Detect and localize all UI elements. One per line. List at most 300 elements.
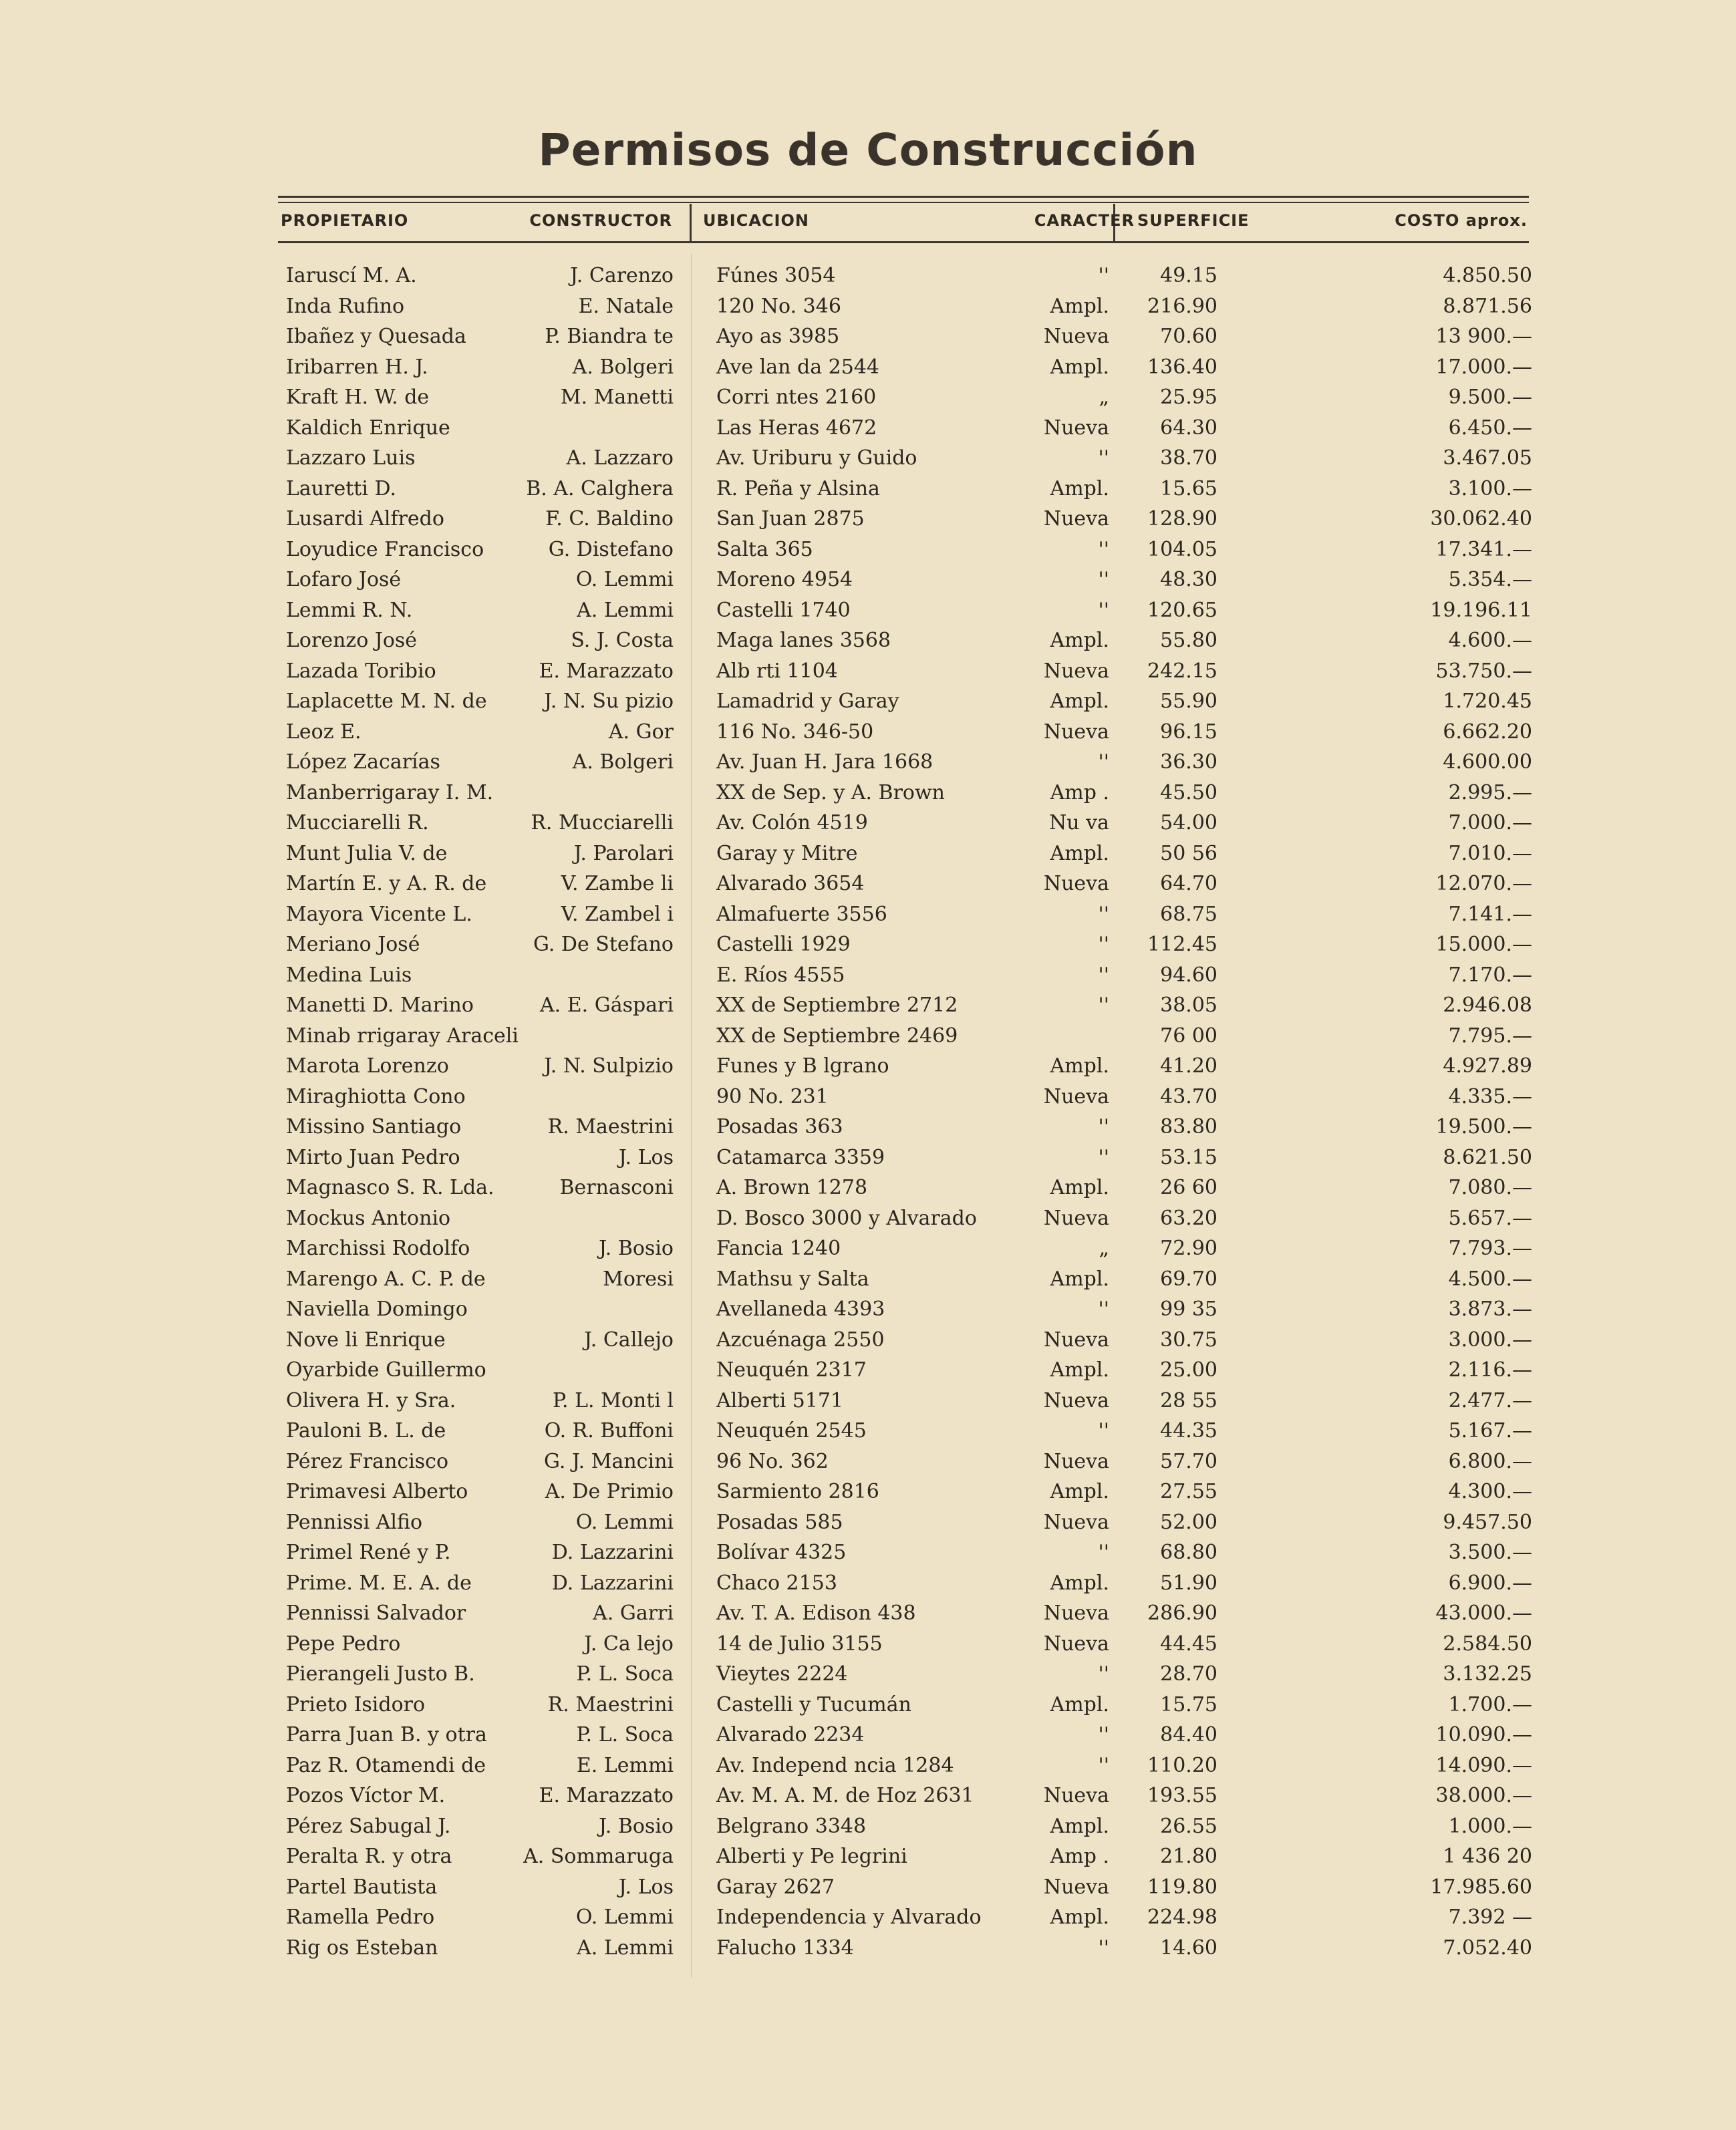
constructor-cell: P. L. Soca	[576, 1723, 674, 1746]
costo-cell: 5.657.—	[1448, 1206, 1532, 1230]
constructor-cell: A. Bolgeri	[572, 750, 674, 774]
ubicacion-cell: 120 No. 346	[716, 294, 841, 318]
superficie-cell: 76 00	[1160, 1024, 1217, 1048]
costo-cell: 4.600.00	[1443, 750, 1532, 774]
constructor-cell: J. Los	[618, 1875, 674, 1899]
costo-cell: 7.141.—	[1448, 902, 1532, 926]
caracter-cell: Nueva	[1043, 1510, 1109, 1534]
caracter-cell: Nueva	[1043, 1388, 1109, 1412]
caracter-cell: ''	[1098, 1936, 1109, 1960]
propietario-cell: Ibañez y Quesada	[286, 325, 466, 348]
caracter-cell: Nueva	[1043, 1875, 1109, 1899]
header-propietario: PROPIETARIO	[281, 211, 409, 230]
constructor-cell: B. A. Calghera	[526, 476, 674, 500]
ubicacion-cell: 96 No. 362	[716, 1449, 829, 1473]
constructor-cell: Bernasconi	[559, 1176, 674, 1199]
ubicacion-cell: Lamadrid y Garay	[716, 690, 899, 713]
caracter-cell: „	[1099, 386, 1109, 409]
constructor-cell: G. Distefano	[548, 537, 674, 561]
propietario-cell: Iaruscí M. A.	[286, 264, 417, 287]
ubicacion-cell: Garay y Mitre	[716, 841, 858, 865]
propietario-cell: Pérez Sabugal J.	[286, 1814, 451, 1838]
ubicacion-cell: Alb rti 1104	[716, 659, 838, 683]
ubicacion-cell: Ayo as 3985	[716, 325, 840, 348]
superficie-cell: 28 55	[1160, 1388, 1217, 1412]
costo-cell: 8.871.56	[1443, 294, 1532, 318]
superficie-cell: 50 56	[1160, 841, 1217, 865]
propietario-cell: Pepe Pedro	[286, 1632, 401, 1656]
caracter-cell: ''	[1098, 933, 1109, 956]
propietario-cell: Pennissi Salvador	[286, 1602, 466, 1625]
superficie-cell: 128.90	[1147, 507, 1217, 530]
table-row	[0, 1264, 1736, 1295]
superficie-cell: 68.75	[1160, 902, 1217, 926]
propietario-cell: Primel René y P.	[286, 1541, 451, 1564]
ubicacion-cell: Moreno 4954	[716, 568, 853, 591]
propietario-cell: Munt Julia V. de	[286, 841, 448, 865]
superficie-cell: 55.90	[1160, 690, 1217, 713]
ubicacion-cell: Neuquén 2545	[716, 1419, 867, 1442]
superficie-cell: 120.65	[1147, 598, 1217, 622]
caracter-cell: Ampl.	[1050, 1692, 1109, 1716]
ubicacion-cell: Sarmiento 2816	[716, 1480, 879, 1503]
costo-cell: 9.500.—	[1448, 386, 1532, 409]
table-row	[0, 747, 1736, 778]
propietario-cell: Prieto Isidoro	[286, 1692, 426, 1716]
constructor-cell: J. Parolari	[573, 841, 674, 865]
constructor-cell: J. Callejo	[584, 1328, 674, 1352]
header-constructor: CONSTRUCTOR	[529, 211, 672, 230]
caracter-cell: ''	[1098, 1541, 1109, 1564]
propietario-cell: Ramella Pedro	[286, 1906, 435, 1929]
costo-cell: 2.946.08	[1443, 994, 1532, 1017]
ubicacion-cell: Av. Juan H. Jara 1668	[716, 750, 933, 774]
table-row	[0, 1386, 1736, 1416]
costo-cell: 12.070.—	[1435, 872, 1532, 895]
costo-cell: 14.090.—	[1435, 1753, 1532, 1777]
ubicacion-cell: Catamarca 3359	[716, 1145, 885, 1169]
caracter-cell: Ampl.	[1050, 841, 1109, 865]
propietario-cell: Naviella Domingo	[286, 1298, 468, 1321]
superficie-cell: 30.75	[1160, 1328, 1217, 1352]
table-row	[0, 474, 1736, 504]
caracter-cell: ''	[1098, 1662, 1109, 1686]
table-row	[0, 1294, 1736, 1325]
superficie-cell: 83.80	[1160, 1115, 1217, 1138]
caracter-cell: Ampl.	[1050, 1571, 1109, 1595]
propietario-cell: Manetti D. Marino	[286, 994, 474, 1017]
table-row	[0, 1507, 1736, 1538]
caracter-cell: Nueva	[1043, 325, 1109, 348]
caracter-cell: Nueva	[1043, 1084, 1109, 1108]
costo-cell: 3.132.25	[1443, 1662, 1532, 1686]
ubicacion-cell: Ave lan da 2544	[716, 355, 879, 379]
table-row	[0, 1720, 1736, 1751]
ubicacion-cell: Avellaneda 4393	[716, 1298, 885, 1321]
table-row	[0, 869, 1736, 899]
costo-cell: 2.584.50	[1443, 1632, 1532, 1656]
propietario-cell: Mucciarelli R.	[286, 811, 429, 834]
caracter-cell: Ampl.	[1050, 1358, 1109, 1382]
table-row	[0, 1781, 1736, 1811]
table-row	[0, 1051, 1736, 1082]
table-row	[0, 1751, 1736, 1781]
constructor-cell: A. De Primio	[545, 1480, 674, 1503]
header-caracter: CARACTER	[1034, 211, 1135, 230]
costo-cell: 7.000.—	[1448, 811, 1532, 834]
superficie-cell: 41.20	[1160, 1054, 1217, 1078]
caracter-cell: ''	[1098, 1145, 1109, 1169]
costo-cell: 6.800.—	[1448, 1449, 1532, 1473]
ubicacion-cell: Castelli 1929	[716, 933, 851, 956]
table-row	[0, 656, 1736, 687]
constructor-cell: J. N. Sulpizio	[544, 1054, 674, 1078]
caracter-cell: Ampl.	[1050, 476, 1109, 500]
superficie-cell: 96.15	[1160, 720, 1217, 744]
constructor-cell: P. L. Monti l	[552, 1388, 674, 1412]
costo-cell: 53.750.—	[1435, 659, 1532, 683]
superficie-cell: 55.80	[1160, 629, 1217, 652]
ubicacion-cell: R. Peña y Alsina	[716, 476, 880, 500]
superficie-cell: 70.60	[1160, 325, 1217, 348]
table-row	[0, 960, 1736, 991]
table-row	[0, 1811, 1736, 1842]
caracter-cell: Nueva	[1043, 659, 1109, 683]
superficie-cell: 112.45	[1147, 933, 1217, 956]
costo-cell: 38.000.—	[1435, 1784, 1532, 1807]
ubicacion-cell: Posadas 363	[716, 1115, 843, 1138]
costo-cell: 19.500.—	[1435, 1115, 1532, 1138]
propietario-cell: Kraft H. W. de	[286, 386, 430, 409]
table-row	[0, 1325, 1736, 1356]
propietario-cell: Pérez Francisco	[286, 1449, 449, 1473]
ubicacion-cell: Salta 365	[716, 537, 813, 561]
costo-cell: 6.662.20	[1443, 720, 1532, 744]
superficie-cell: 99 35	[1160, 1298, 1217, 1321]
superficie-cell: 72.90	[1160, 1237, 1217, 1260]
constructor-cell: J. Ca lejo	[584, 1632, 674, 1656]
propietario-cell: Manberrigaray I. M.	[286, 780, 494, 804]
constructor-cell: A. E. Gáspari	[540, 994, 674, 1017]
table-row	[0, 1872, 1736, 1903]
propietario-cell: Prime. M. E. A. de	[286, 1571, 472, 1595]
superficie-cell: 36.30	[1160, 750, 1217, 774]
constructor-cell: F. C. Baldino	[545, 507, 674, 530]
header-separator	[690, 204, 692, 241]
superficie-cell: 28.70	[1160, 1662, 1217, 1686]
caracter-cell: Ampl.	[1050, 294, 1109, 318]
ubicacion-cell: XX de Sep. y A. Brown	[716, 780, 945, 804]
superficie-cell: 54.00	[1160, 811, 1217, 834]
table-row	[0, 1112, 1736, 1143]
superficie-cell: 242.15	[1147, 659, 1217, 683]
superficie-cell: 38.05	[1160, 994, 1217, 1017]
ubicacion-cell: Posadas 585	[716, 1510, 843, 1534]
constructor-cell: D. Lazzarini	[551, 1571, 674, 1595]
constructor-cell: O. Lemmi	[575, 1510, 674, 1534]
superficie-cell: 52.00	[1160, 1510, 1217, 1534]
caracter-cell: Ampl.	[1050, 1814, 1109, 1838]
caracter-cell: ''	[1098, 1753, 1109, 1777]
ubicacion-cell: Castelli y Tucumán	[716, 1692, 911, 1716]
superficie-cell: 25.00	[1160, 1358, 1217, 1382]
propietario-cell: Kaldich Enrique	[286, 416, 450, 440]
constructor-cell: O. Lemmi	[575, 1906, 674, 1929]
propietario-cell: Miraghiotta Cono	[286, 1084, 466, 1108]
costo-cell: 4.300.—	[1448, 1480, 1532, 1503]
superficie-cell: 43.70	[1160, 1084, 1217, 1108]
superficie-cell: 119.80	[1147, 1875, 1217, 1899]
costo-cell: 2.116.—	[1448, 1358, 1532, 1382]
propietario-cell: Lazzaro Luis	[286, 446, 416, 470]
constructor-cell: E. Marazzato	[539, 1784, 674, 1807]
table-row	[0, 1568, 1736, 1599]
caracter-cell: ''	[1098, 264, 1109, 287]
ubicacion-cell: Vieytes 2224	[716, 1662, 848, 1686]
superficie-cell: 45.50	[1160, 780, 1217, 804]
superficie-cell: 14.60	[1160, 1936, 1217, 1960]
propietario-cell: Iribarren H. J.	[286, 355, 428, 379]
table-row	[0, 382, 1736, 413]
ubicacion-cell: Av. Independ ncia 1284	[716, 1753, 954, 1777]
propietario-cell: Medina Luis	[286, 963, 412, 987]
table-row	[0, 1416, 1736, 1447]
table-row	[0, 1841, 1736, 1872]
caracter-cell: ''	[1098, 1419, 1109, 1442]
superficie-cell: 53.15	[1160, 1145, 1217, 1169]
table-row	[0, 1143, 1736, 1173]
ubicacion-cell: Av. T. A. Edison 438	[716, 1602, 916, 1625]
costo-cell: 1.000.—	[1448, 1814, 1532, 1838]
table-row	[0, 1690, 1736, 1720]
ubicacion-cell: Alvarado 3654	[716, 872, 865, 895]
ubicacion-cell: Chaco 2153	[716, 1571, 837, 1595]
costo-cell: 7.795.—	[1448, 1024, 1532, 1048]
constructor-cell: D. Lazzarini	[551, 1541, 674, 1564]
table-row	[0, 717, 1736, 748]
costo-cell: 7.010.—	[1448, 841, 1532, 865]
costo-cell: 19.196.11	[1430, 598, 1532, 622]
ubicacion-cell: Falucho 1334	[716, 1936, 854, 1960]
ubicacion-cell: A. Brown 1278	[716, 1176, 868, 1199]
caracter-cell: Ampl.	[1050, 690, 1109, 713]
superficie-cell: 64.70	[1160, 872, 1217, 895]
constructor-cell: A. Sommaruga	[523, 1845, 674, 1868]
caracter-cell: Nueva	[1043, 1784, 1109, 1807]
propietario-cell: Pauloni B. L. de	[286, 1419, 446, 1442]
costo-cell: 17.985.60	[1430, 1875, 1532, 1899]
table-row	[0, 990, 1736, 1021]
caracter-cell: Ampl.	[1050, 1176, 1109, 1199]
ubicacion-cell: Alberti y Pe legrini	[716, 1845, 907, 1868]
caracter-cell: Ampl.	[1050, 355, 1109, 379]
costo-cell: 43.000.—	[1435, 1602, 1532, 1625]
table-row	[0, 808, 1736, 839]
propietario-cell: Lofaro José	[286, 568, 402, 591]
table-row	[0, 1173, 1736, 1203]
constructor-cell: J. Carenzo	[570, 264, 674, 287]
constructor-cell: E. Lemmi	[576, 1753, 674, 1777]
superficie-cell: 136.40	[1147, 355, 1217, 379]
ubicacion-cell: Belgrano 3348	[716, 1814, 867, 1838]
permits-table	[0, 261, 1736, 1963]
costo-cell: 7.793.—	[1448, 1237, 1532, 1260]
caracter-cell: ''	[1098, 598, 1109, 622]
superficie-cell: 15.75	[1160, 1692, 1217, 1716]
caracter-cell: Nueva	[1043, 1449, 1109, 1473]
table-row	[0, 352, 1736, 383]
propietario-cell: Mirto Juan Pedro	[286, 1145, 460, 1169]
superficie-cell: 224.98	[1147, 1906, 1217, 1929]
ubicacion-cell: Maga lanes 3568	[716, 629, 891, 652]
constructor-cell: A. Lemmi	[577, 598, 674, 622]
table-row	[0, 595, 1736, 626]
caracter-cell: ''	[1098, 537, 1109, 561]
superficie-cell: 63.20	[1160, 1206, 1217, 1230]
caracter-cell: Nueva	[1043, 1206, 1109, 1230]
constructor-cell: Moresi	[603, 1267, 674, 1291]
caracter-cell: Nueva	[1043, 416, 1109, 440]
propietario-cell: Meriano José	[286, 933, 420, 956]
propietario-cell: Lauretti D.	[286, 476, 396, 500]
propietario-cell: Lorenzo José	[286, 629, 418, 652]
propietario-cell: Inda Rufino	[286, 294, 405, 318]
ubicacion-cell: Bolívar 4325	[716, 1541, 847, 1564]
header-rule-top-inner	[278, 202, 1529, 203]
superficie-cell: 51.90	[1160, 1571, 1217, 1595]
propietario-cell: Parra Juan B. y otra	[286, 1723, 487, 1746]
ubicacion-cell: Azcuénaga 2550	[716, 1328, 885, 1352]
header-ubicacion: UBICACION	[703, 211, 809, 230]
constructor-cell: A. Gor	[608, 720, 674, 744]
constructor-cell: J. Los	[618, 1145, 674, 1169]
ubicacion-cell: XX de Septiembre 2469	[716, 1024, 958, 1048]
propietario-cell: Nove li Enrique	[286, 1328, 446, 1352]
costo-cell: 5.167.—	[1448, 1419, 1532, 1442]
table-row	[0, 321, 1736, 352]
constructor-cell: P. L. Soca	[576, 1662, 674, 1686]
constructor-cell: R. Maestrini	[547, 1692, 674, 1716]
table-row	[0, 1933, 1736, 1964]
costo-cell: 2.995.—	[1448, 780, 1532, 804]
ubicacion-cell: XX de Septiembre 2712	[716, 994, 958, 1017]
costo-cell: 7.170.—	[1448, 963, 1532, 987]
ubicacion-cell: Alvarado 2234	[716, 1723, 865, 1746]
caracter-cell: ''	[1098, 750, 1109, 774]
constructor-cell: J. Bosio	[599, 1237, 674, 1260]
caracter-cell: ''	[1098, 1115, 1109, 1138]
superficie-cell: 44.45	[1160, 1632, 1217, 1656]
propietario-cell: Primavesi Alberto	[286, 1480, 468, 1503]
superficie-cell: 104.05	[1147, 537, 1217, 561]
propietario-cell: Pennissi Alfio	[286, 1510, 423, 1534]
table-row	[0, 1659, 1736, 1690]
caracter-cell: Nueva	[1043, 1328, 1109, 1352]
caracter-cell: Ampl.	[1050, 1480, 1109, 1503]
superficie-cell: 27.55	[1160, 1480, 1217, 1503]
superficie-cell: 26 60	[1160, 1176, 1217, 1199]
table-row	[0, 1447, 1736, 1477]
propietario-cell: Marengo A. C. P. de	[286, 1267, 486, 1291]
propietario-cell: Leoz E.	[286, 720, 361, 744]
costo-cell: 4.600.—	[1448, 629, 1532, 652]
table-row	[0, 1598, 1736, 1629]
ubicacion-cell: Independencia y Alvarado	[716, 1906, 982, 1929]
caracter-cell: Ampl.	[1050, 1267, 1109, 1291]
superficie-cell: 216.90	[1147, 294, 1217, 318]
costo-cell: 9.457.50	[1443, 1510, 1532, 1534]
superficie-cell: 15.65	[1160, 476, 1217, 500]
caracter-cell: ''	[1098, 568, 1109, 591]
constructor-cell: G. J. Mancini	[544, 1449, 674, 1473]
caracter-cell: Nueva	[1043, 720, 1109, 744]
table-row	[0, 929, 1736, 960]
ubicacion-cell: D. Bosco 3000 y Alvarado	[716, 1206, 977, 1230]
caracter-cell: Nu va	[1049, 811, 1109, 834]
costo-cell: 3.100.—	[1448, 476, 1532, 500]
ubicacion-cell: San Juan 2875	[716, 507, 865, 530]
constructor-cell: A. Lemmi	[577, 1936, 674, 1960]
superficie-cell: 286.90	[1147, 1602, 1217, 1625]
propietario-cell: Olivera H. y Sra.	[286, 1388, 456, 1412]
caracter-cell: Nueva	[1043, 1632, 1109, 1656]
propietario-cell: Pierangeli Justo B.	[286, 1662, 475, 1686]
costo-cell: 15.000.—	[1435, 933, 1532, 956]
superficie-cell: 38.70	[1160, 446, 1217, 470]
ubicacion-cell: Av. Colón 4519	[716, 811, 868, 834]
costo-cell: 7.392 —	[1448, 1906, 1532, 1929]
costo-cell: 4.335.—	[1448, 1084, 1532, 1108]
caracter-cell: Ampl.	[1050, 1054, 1109, 1078]
propietario-cell: Lazada Toribio	[286, 659, 436, 683]
table-row	[0, 535, 1736, 565]
propietario-cell: Mockus Antonio	[286, 1206, 451, 1230]
costo-cell: 8.621.50	[1443, 1145, 1532, 1169]
caracter-cell: Ampl.	[1050, 629, 1109, 652]
table-row	[0, 1629, 1736, 1660]
propietario-cell: Missino Santiago	[286, 1115, 462, 1138]
table-row	[0, 1021, 1736, 1052]
table-row	[0, 1902, 1736, 1933]
constructor-cell: O. Lemmi	[575, 568, 674, 591]
caracter-cell: ''	[1098, 994, 1109, 1017]
costo-cell: 30.062.40	[1430, 507, 1532, 530]
ubicacion-cell: Fúnes 3054	[716, 264, 836, 287]
table-row	[0, 1082, 1736, 1112]
superficie-cell: 57.70	[1160, 1449, 1217, 1473]
constructor-cell: J. N. Su pizio	[544, 690, 674, 713]
propietario-cell: López Zacarías	[286, 750, 440, 774]
constructor-cell: R. Mucciarelli	[531, 811, 674, 834]
superficie-cell: 44.35	[1160, 1419, 1217, 1442]
costo-cell: 3.467.05	[1443, 446, 1532, 470]
table-row	[0, 1537, 1736, 1568]
ubicacion-cell: Garay 2627	[716, 1875, 835, 1899]
propietario-cell: Mayora Vicente L.	[286, 902, 472, 926]
propietario-cell: Paz R. Otamendi de	[286, 1753, 486, 1777]
propietario-cell: Lemmi R. N.	[286, 598, 413, 622]
propietario-cell: Magnasco S. R. Lda.	[286, 1176, 494, 1199]
caracter-cell: Amp .	[1050, 780, 1109, 804]
constructor-cell: G. De Stefano	[533, 933, 674, 956]
ubicacion-cell: Fancia 1240	[716, 1237, 841, 1260]
costo-cell: 3.873.—	[1448, 1298, 1532, 1321]
superficie-cell: 25.95	[1160, 386, 1217, 409]
ubicacion-cell: Alberti 5171	[716, 1388, 844, 1412]
ubicacion-cell: 90 No. 231	[716, 1084, 829, 1108]
caracter-cell: Amp .	[1050, 1845, 1109, 1868]
caracter-cell: ''	[1098, 902, 1109, 926]
